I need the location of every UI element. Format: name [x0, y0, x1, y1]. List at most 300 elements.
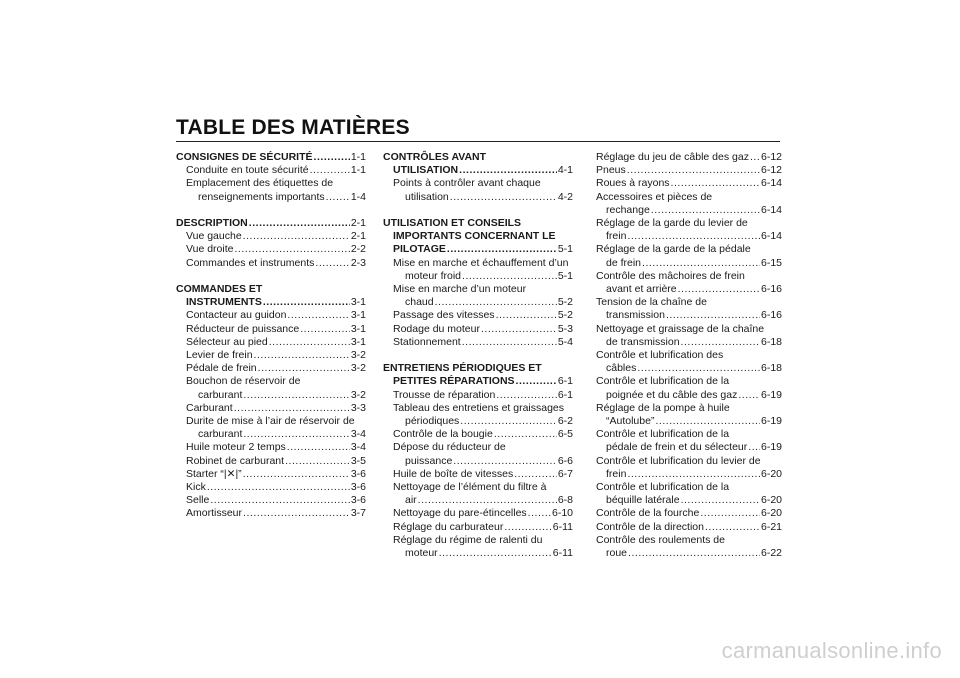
- toc-entry-title: [596, 151, 782, 164]
- toc-entry-title: [383, 534, 573, 547]
- toc-entry-text: puissance: [405, 454, 453, 467]
- toc-entry-title: [596, 534, 782, 547]
- toc-entry-text: Contrôle et lubrification du levier de: [596, 454, 761, 467]
- toc-entry[interactable]: [176, 257, 366, 270]
- toc-entry-title: [383, 336, 573, 349]
- toc-entry[interactable]: [383, 468, 573, 481]
- toc-page-number: 5-2: [557, 309, 573, 322]
- dot-leader: [243, 468, 350, 481]
- toc-entry-title: [176, 151, 366, 164]
- toc-page-number: 3-6: [350, 494, 366, 507]
- toc-entry-title: [176, 349, 366, 362]
- dot-leader: [627, 468, 760, 481]
- toc-entry[interactable]: [383, 177, 573, 203]
- toc-column-3: [596, 151, 782, 560]
- toc-entry[interactable]: [176, 323, 366, 336]
- toc-entry-title: [176, 230, 366, 243]
- toc-entry[interactable]: [596, 243, 782, 269]
- toc-entry-text: Nettoyage de l’élément du filtre à: [393, 481, 547, 494]
- toc-entry-text: CONTRÔLES AVANT: [383, 151, 487, 163]
- toc-entry[interactable]: [596, 455, 782, 481]
- toc-entry[interactable]: [176, 177, 366, 203]
- dot-leader: [750, 151, 760, 164]
- toc-entry-title-continued: [596, 547, 782, 560]
- toc-entry-text: Contrôle et lubrification de la: [596, 428, 730, 441]
- toc-page-number: 6-15: [760, 256, 782, 269]
- toc-entry[interactable]: [383, 336, 573, 349]
- toc-column-2: [383, 151, 573, 560]
- toc-page-number: 3-4: [350, 428, 366, 441]
- toc-entry-text: Contrôle et lubrification de la: [596, 375, 730, 388]
- toc-entry-title-continued: [383, 547, 573, 560]
- toc-entry-title: [176, 243, 366, 256]
- toc-entry-text: frein: [606, 230, 627, 243]
- dot-leader: [748, 441, 760, 454]
- toc-entry-title: [383, 283, 573, 296]
- toc-entry-text: Réglage de la garde de la pédale: [596, 243, 751, 256]
- toc-entry-text: roue: [606, 547, 628, 560]
- toc-entry-text: Kick: [186, 481, 206, 494]
- toc-page-number: 3-7: [350, 507, 366, 520]
- toc-entry[interactable]: [383, 323, 573, 336]
- toc-entry[interactable]: [383, 151, 573, 177]
- toc-entry-title: [383, 441, 573, 454]
- toc-entry-text: de frein: [606, 256, 642, 269]
- toc-entry[interactable]: [596, 481, 782, 507]
- toc-entry-text: DESCRIPTION: [176, 217, 248, 229]
- toc-entry-title-continued: [596, 283, 782, 296]
- toc-entry-title-continued: [383, 191, 573, 204]
- dot-leader: [516, 375, 557, 388]
- toc-entry[interactable]: [176, 349, 366, 362]
- toc-entry-title-continued: [383, 270, 573, 283]
- toc-entry[interactable]: [596, 151, 782, 164]
- toc-entry[interactable]: [383, 521, 573, 534]
- dot-leader: [287, 309, 349, 322]
- toc-page-number: 6-22: [760, 547, 782, 560]
- toc-entry[interactable]: [176, 217, 366, 230]
- toc-entry-title: [383, 507, 573, 520]
- toc-entry[interactable]: [596, 402, 782, 428]
- toc-entry[interactable]: [596, 323, 782, 349]
- dot-leader: [249, 217, 350, 230]
- dot-leader: [655, 415, 760, 428]
- toc-entry-title-continued: [176, 428, 366, 441]
- toc-entry[interactable]: [383, 534, 573, 560]
- toc-entry-title: [176, 257, 366, 270]
- dot-leader: [637, 362, 760, 375]
- toc-entry-text: “Autolube”: [606, 415, 655, 428]
- toc-entry-text: Bouchon de réservoir de: [186, 375, 301, 388]
- dot-leader: [243, 389, 349, 402]
- toc-entry-title: [176, 468, 366, 481]
- toc-entry-title: [596, 375, 782, 388]
- toc-entry-title-continued: [596, 468, 782, 481]
- toc-entry-text: Réglage de la garde du levier de: [596, 217, 748, 230]
- toc-page-number: 2-2: [350, 243, 366, 256]
- toc-entry-title: [176, 323, 366, 336]
- dot-leader: [269, 336, 350, 349]
- toc-page-number: 6-1: [557, 375, 573, 388]
- dot-leader: [459, 164, 557, 177]
- toc-entry-text: Commandes et instruments: [186, 256, 315, 269]
- toc-entry-title: [596, 402, 782, 415]
- toc-page-number: 6-20: [760, 467, 782, 480]
- toc-entry[interactable]: [596, 191, 782, 217]
- dot-leader: [678, 283, 760, 296]
- toc-page-number: 3-6: [350, 481, 366, 494]
- toc-entry-text: chaud: [405, 296, 434, 309]
- toc-page-number: 3-1: [350, 296, 366, 309]
- toc-entry[interactable]: [596, 507, 782, 520]
- toc-entry-title-continued: [176, 296, 366, 309]
- toc-page-number: 1-1: [350, 151, 366, 163]
- toc-entry[interactable]: [176, 283, 366, 309]
- page-title: TABLE DES MATIÈRES: [176, 116, 410, 139]
- toc-entry[interactable]: [383, 217, 573, 257]
- toc-entry-title: [176, 336, 366, 349]
- toc-entry-title: [383, 428, 573, 441]
- toc-page-number: 1-4: [350, 190, 366, 203]
- toc-entry-title: [176, 164, 366, 177]
- toc-entry-text: UTILISATION: [393, 164, 459, 177]
- toc-entry-title-continued: [383, 494, 573, 507]
- toc-entry-text: pédale de frein et du sélecteur: [606, 441, 748, 454]
- toc-entry-text: Points à contrôler avant chaque: [393, 177, 541, 190]
- dot-leader: [642, 257, 760, 270]
- toc-page-number: 6-14: [760, 177, 782, 190]
- toc-entry-text: Dépose du réducteur de: [393, 441, 506, 454]
- dot-leader: [481, 323, 557, 336]
- toc-page-number: 6-1: [557, 388, 573, 401]
- toc-entry[interactable]: [596, 534, 782, 560]
- toc-entry-title-continued: [596, 336, 782, 349]
- toc-entry[interactable]: [596, 349, 782, 375]
- toc-entry-text: rechange: [606, 203, 650, 216]
- toc-entry-title: [596, 507, 782, 520]
- dot-leader: [460, 415, 557, 428]
- toc-page-number: 6-19: [760, 388, 782, 401]
- toc-entry-text: UTILISATION ET CONSEILS: [383, 217, 522, 229]
- toc-entry-title-continued: [383, 164, 573, 177]
- toc-entry[interactable]: [596, 521, 782, 534]
- toc-entry[interactable]: [176, 455, 366, 468]
- toc-page-number: 6-20: [760, 507, 782, 520]
- dot-leader: [310, 164, 350, 177]
- toc-entry-title: [596, 349, 782, 362]
- toc-page-number: 6-5: [557, 428, 573, 441]
- toc-entry-text: Selle: [186, 494, 210, 507]
- dot-leader: [700, 507, 760, 520]
- toc-entry-title: [383, 402, 573, 415]
- toc-entry[interactable]: [596, 270, 782, 296]
- toc-entry-text: Tableau des entretiens et graissages: [393, 401, 565, 414]
- toc-entry-text: Contrôle des mâchoires de frein: [596, 269, 745, 282]
- toc-entry-title: [383, 468, 573, 481]
- dot-leader: [263, 296, 350, 309]
- toc-page-number: 6-12: [760, 164, 782, 177]
- dot-leader: [314, 151, 350, 164]
- toc-page-number: 6-14: [760, 203, 782, 216]
- dot-leader: [671, 177, 760, 190]
- toc-entry-title: [596, 428, 782, 441]
- toc-entry-title-continued: [596, 362, 782, 375]
- toc-entry[interactable]: [176, 151, 366, 164]
- toc-entry-text: Pédale de frein: [186, 362, 257, 375]
- toc-page-number: 6-11: [552, 520, 573, 533]
- toc-entry-title: [383, 257, 573, 270]
- toc-page-number: 5-1: [557, 243, 573, 256]
- toc-entry-title: [596, 270, 782, 283]
- dot-leader: [496, 309, 557, 322]
- toc-entry-text: Vue droite: [186, 243, 234, 256]
- toc-page-number: 6-19: [760, 441, 782, 454]
- toc-entry-title: [176, 494, 366, 507]
- toc-entry-text: béquille latérale: [606, 494, 680, 507]
- dot-leader: [447, 243, 557, 256]
- dot-leader: [462, 336, 557, 349]
- toc-entry-text: Contrôle de la direction: [596, 520, 704, 533]
- toc-entry-text: air: [405, 494, 417, 507]
- toc-entry-title: [596, 455, 782, 468]
- toc-entry-title-continued: [176, 389, 366, 402]
- dot-leader: [258, 362, 350, 375]
- toc-entry-title: [176, 481, 366, 494]
- toc-entry-title-continued: [596, 309, 782, 322]
- toc-column-1: [176, 151, 366, 521]
- dot-leader: [234, 243, 349, 256]
- toc-entry-title: [383, 323, 573, 336]
- dot-leader: [453, 455, 557, 468]
- toc-entry-title: [596, 217, 782, 230]
- toc-entry-text: COMMANDES ET: [176, 283, 263, 295]
- toc-page-number: 6-2: [557, 415, 573, 428]
- toc-entry-title: [383, 481, 573, 494]
- toc-entry[interactable]: [176, 402, 366, 415]
- toc-entry-text: Nettoyage et graissage de la chaîne: [596, 322, 765, 335]
- toc-entry-title: [383, 177, 573, 190]
- toc-page-number: 1-1: [350, 164, 366, 177]
- watermark: carmanualsonline.info: [721, 638, 942, 663]
- toc-page-number: 6-16: [760, 309, 782, 322]
- toc-entry-text: Passage des vitesses: [393, 309, 495, 322]
- toc-entry-title-continued: [596, 494, 782, 507]
- toc-entry-title-continued: [596, 257, 782, 270]
- dot-leader: [418, 494, 557, 507]
- dot-leader: [528, 507, 551, 520]
- toc-entry-text: Contrôle et lubrification de la: [596, 481, 730, 494]
- toc-entry-text: Huile moteur 2 temps: [186, 441, 286, 454]
- toc-entry-text: Réglage du carburateur: [393, 520, 504, 533]
- dot-leader: [243, 230, 350, 243]
- toc-entry-title: [596, 323, 782, 336]
- dot-leader: [494, 428, 557, 441]
- toc-entry-title: [383, 362, 573, 375]
- toc-entry-text: Réglage du jeu de câble des gaz: [596, 151, 749, 163]
- toc-entry-text: Sélecteur au pied: [186, 335, 268, 348]
- toc-entry[interactable]: [383, 441, 573, 467]
- toc-entry[interactable]: [596, 375, 782, 401]
- toc-entry[interactable]: [596, 428, 782, 454]
- toc-entry-title-continued: [596, 389, 782, 402]
- toc-page-number: 6-18: [760, 335, 782, 348]
- toc-entry-text: avant et arrière: [606, 283, 677, 296]
- toc-entry-title-continued: [383, 243, 573, 256]
- toc-entry-text: PILOTAGE: [393, 243, 446, 256]
- toc-entry-title: [596, 164, 782, 177]
- toc-page-number: 2-1: [350, 217, 366, 229]
- toc-entry-title: [383, 521, 573, 534]
- toc-entry[interactable]: [383, 428, 573, 441]
- dot-leader: [681, 336, 760, 349]
- toc-entry[interactable]: [596, 177, 782, 190]
- toc-entry[interactable]: [176, 309, 366, 322]
- toc-entry-text: transmission: [606, 309, 665, 322]
- toc-entry-text: Starter “|✕|”: [186, 467, 242, 480]
- toc-entry[interactable]: [383, 507, 573, 520]
- dot-leader: [254, 349, 350, 362]
- dot-leader: [628, 547, 760, 560]
- toc-page-number: 6-6: [557, 454, 573, 467]
- toc-entry[interactable]: [176, 441, 366, 454]
- dot-leader: [234, 402, 350, 415]
- toc-entry-title: [176, 375, 366, 388]
- dot-leader: [243, 428, 349, 441]
- toc-entry-text: Emplacement des étiquettes de: [186, 177, 334, 190]
- toc-entry-text: renseignements importants: [198, 190, 325, 203]
- toc-entry-title: [176, 507, 366, 520]
- toc-entry[interactable]: [176, 415, 366, 441]
- toc-page-number: 6-11: [552, 547, 573, 560]
- toc-entry[interactable]: [383, 309, 573, 322]
- toc-entry[interactable]: [383, 402, 573, 428]
- toc-entry-text: frein: [606, 467, 627, 480]
- toc-entry-title-continued: [596, 204, 782, 217]
- toc-entry-text: Contrôle et lubrification des: [596, 349, 724, 362]
- toc-page-number: 3-2: [350, 388, 366, 401]
- toc-entry-title-continued: [383, 455, 573, 468]
- toc-entry-text: Carburant: [186, 401, 233, 414]
- toc-page-number: 4-2: [557, 190, 573, 203]
- toc-entry-text: Réglage du régime de ralenti du: [393, 533, 543, 546]
- toc-entry-text: Contrôle de la bougie: [393, 428, 493, 441]
- dot-leader: [450, 191, 557, 204]
- toc-entry-text: Conduite en toute sécurité: [186, 164, 309, 177]
- toc-entry[interactable]: [176, 164, 366, 177]
- toc-entry-title: [596, 521, 782, 534]
- toc-entry[interactable]: [176, 375, 366, 401]
- toc-entry-text: Mise en marche d’un moteur: [393, 283, 527, 296]
- toc-entry[interactable]: [176, 481, 366, 494]
- toc-page-number: 3-2: [350, 362, 366, 375]
- toc-entry[interactable]: [383, 283, 573, 309]
- toc-entry-title: [596, 296, 782, 309]
- toc-entry-title: [176, 441, 366, 454]
- toc-entry-text: ENTRETIENS PÉRIODIQUES ET: [383, 362, 542, 375]
- toc-entry-text: Accessoires et pièces de: [596, 190, 713, 203]
- toc-entry-text: Rodage du moteur: [393, 322, 480, 335]
- toc-entry-title: [176, 309, 366, 322]
- toc-entry-title-continued: [596, 441, 782, 454]
- toc-page-number: 3-1: [350, 335, 366, 348]
- toc-entry-text: Huile de boîte de vitesses: [393, 467, 514, 480]
- toc-entry[interactable]: [596, 217, 782, 243]
- dot-leader: [207, 481, 350, 494]
- toc-entry[interactable]: [176, 336, 366, 349]
- toc-entry-text: Stationnement: [393, 335, 461, 348]
- toc-entry[interactable]: [383, 362, 573, 388]
- toc-entry-text: utilisation: [405, 190, 449, 203]
- toc-entry-text: câbles: [606, 362, 637, 375]
- toc-page-number: 5-4: [557, 335, 573, 348]
- toc-entry-text: moteur froid: [405, 269, 462, 282]
- toc-page-number: 5-1: [557, 269, 573, 282]
- toc-entry[interactable]: [176, 243, 366, 256]
- toc-entry-title-continued: [383, 375, 573, 388]
- toc-page-number: 3-1: [350, 309, 366, 322]
- toc-entry[interactable]: [383, 389, 573, 402]
- toc-entry-title: [176, 177, 366, 190]
- toc-entry[interactable]: [176, 494, 366, 507]
- toc-entry-title: [383, 217, 573, 230]
- toc-entry-title: [596, 191, 782, 204]
- dot-leader: [315, 257, 349, 270]
- toc-entry-title: [383, 389, 573, 402]
- toc-page-number: 6-20: [760, 494, 782, 507]
- toc-entry-text: Tension de la chaîne de: [596, 296, 707, 309]
- dot-leader: [285, 455, 350, 468]
- dot-leader: [738, 389, 760, 402]
- title-rule: [176, 141, 780, 142]
- toc-entry-text: Levier de frein: [186, 349, 253, 362]
- toc-entry[interactable]: [383, 257, 573, 283]
- toc-entry[interactable]: [176, 230, 366, 243]
- dot-leader: [627, 230, 760, 243]
- dot-leader: [514, 468, 557, 481]
- toc-entry[interactable]: [596, 296, 782, 322]
- dot-leader: [496, 389, 556, 402]
- toc-entry[interactable]: [176, 362, 366, 375]
- toc-entry-text: Pneus: [596, 164, 626, 177]
- toc-entry-text: Trousse de réparation: [393, 388, 496, 401]
- dot-leader: [705, 521, 760, 534]
- toc-entry-title: [176, 283, 366, 296]
- toc-entry-text: Amortisseur: [186, 507, 243, 520]
- toc-entry-title-continued: [176, 191, 366, 204]
- toc-entry-title: [596, 177, 782, 190]
- toc-page-number: 6-16: [760, 283, 782, 296]
- toc-entry-text: Mise en marche et échauffement d’un: [393, 256, 569, 269]
- toc-entry-title: [176, 362, 366, 375]
- toc-entry-title: [596, 243, 782, 256]
- toc-entry[interactable]: [176, 468, 366, 481]
- toc-entry-text: IMPORTANTS CONCERNANT LE: [393, 230, 556, 243]
- dot-leader: [243, 507, 350, 520]
- toc-entry[interactable]: [383, 481, 573, 507]
- toc-entry-title-continued: [383, 415, 573, 428]
- toc-page-number: 6-8: [557, 494, 573, 507]
- toc-entry-text: Réglage de la pompe à huile: [596, 401, 730, 414]
- toc-entry-title: [596, 481, 782, 494]
- toc-entry-text: Roues à rayons: [596, 177, 670, 190]
- dot-leader: [287, 441, 350, 454]
- toc-entry[interactable]: [176, 507, 366, 520]
- toc-entry-text: moteur: [405, 547, 438, 560]
- toc-page-number: 6-19: [760, 415, 782, 428]
- toc-entry[interactable]: [596, 164, 782, 177]
- toc-entry-text: CONSIGNES DE SÉCURITÉ: [176, 151, 313, 163]
- toc-page-number: 5-2: [557, 296, 573, 309]
